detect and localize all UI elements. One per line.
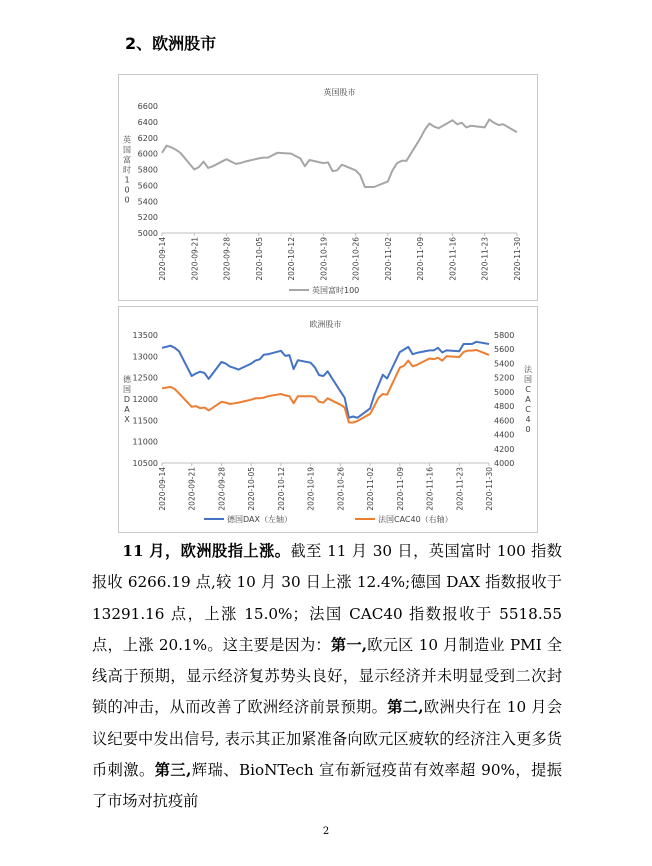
y-right-tick-label: 5600 — [494, 345, 515, 355]
y-tick-label: 11000 — [132, 437, 158, 447]
y-right-tick-label: 4800 — [494, 402, 515, 412]
y-axis-label-char: 国 — [123, 145, 131, 155]
y-right-tick-label: 4600 — [494, 416, 515, 426]
y-right-axis-label-char: C — [525, 385, 531, 394]
x-tick-label: 2020-09-28 — [217, 467, 227, 511]
ftse-chart — [118, 74, 538, 301]
y-tick-label: 11500 — [132, 416, 158, 426]
y-axis-label-char: 1 — [124, 175, 130, 185]
x-tick-label: 2020-11-09 — [416, 237, 426, 281]
ftse-chart-svg — [119, 75, 537, 300]
body-paragraph — [92, 536, 562, 818]
y-axis-label-char: 0 — [124, 195, 130, 205]
x-tick-label: 2020-11-23 — [455, 467, 465, 511]
x-tick-label: 2020-09-14 — [158, 237, 167, 281]
europe-chart — [118, 306, 538, 533]
x-tick-label: 2020-10-12 — [287, 237, 297, 281]
legend-label: 英国富时100 — [312, 286, 360, 295]
x-tick-label: 2020-09-21 — [187, 467, 197, 511]
series-line-1 — [162, 342, 489, 418]
y-axis-label-char: 富 — [123, 155, 131, 165]
x-tick-label: 2020-11-09 — [395, 467, 405, 511]
y-tick-label: 5600 — [137, 181, 158, 191]
y-tick-label: 5000 — [137, 229, 158, 238]
y-right-tick-label: 5400 — [494, 359, 515, 369]
y-tick-label: 6600 — [137, 102, 158, 111]
y-axis-label-char: 国 — [123, 385, 131, 394]
page-number: 2 — [322, 826, 330, 837]
x-tick-label: 2020-10-05 — [247, 467, 257, 511]
y-tick-label: 12000 — [132, 395, 158, 404]
y-right-axis-label-char: C — [525, 405, 531, 414]
paragraph-text-3: 欧洲央行在 10 月会议纪要中发出信号, 表示其正加紧准备向欧元区疲软的经济注入更多货币刺激。 — [92, 698, 563, 780]
y-right-axis-label-char: 4 — [525, 415, 531, 424]
y-tick-label: 12500 — [132, 373, 158, 383]
y-tick-label: 6400 — [137, 117, 158, 127]
series-line-1 — [162, 120, 517, 188]
y-right-tick-label: 5000 — [494, 387, 515, 397]
y-right-tick-label: 4000 — [494, 459, 515, 468]
chart-title: 欧洲股市 — [309, 320, 342, 329]
y-right-axis-label-char: 法 — [524, 365, 532, 374]
paragraph-bold-second: 第二, — [387, 698, 424, 717]
x-tick-label: 2020-11-30 — [513, 237, 522, 281]
x-tick-label: 2020-09-28 — [222, 237, 232, 281]
series-line-2 — [162, 350, 489, 423]
y-right-tick-label: 4400 — [494, 430, 515, 440]
paragraph-lead: 11 月，欧洲股指上涨。 — [122, 542, 291, 560]
y-axis-label-char: A — [124, 405, 130, 414]
x-tick-label: 2020-11-30 — [485, 467, 494, 511]
paragraph-bold-first: 第一, — [330, 635, 368, 654]
paragraph-text-4: 辉瑞、BioNTech 宣布新冠疫苗有效率超 90%，提振了市场对抗疫前 — [92, 761, 562, 811]
y-tick-label: 5400 — [137, 197, 158, 207]
y-axis-label-char: 时 — [123, 165, 131, 175]
legend-label: 法国CAC40（右轴） — [378, 515, 453, 524]
y-right-axis-label-char: A — [525, 395, 531, 404]
y-tick-label: 13000 — [132, 352, 158, 362]
x-tick-label: 2020-10-26 — [351, 236, 361, 281]
y-tick-label: 10500 — [132, 459, 158, 468]
x-tick-label: 2020-09-14 — [158, 467, 167, 511]
y-tick-label: 6000 — [137, 149, 158, 159]
x-tick-label: 2020-10-19 — [306, 467, 316, 511]
y-axis-label-char: 0 — [124, 185, 130, 195]
paragraph-bold-third: 第三, — [154, 761, 192, 780]
y-right-axis-label-char: 0 — [525, 425, 531, 434]
x-tick-label: 2020-11-23 — [480, 237, 490, 281]
x-tick-label: 2020-10-12 — [276, 467, 286, 511]
paragraph-text-2: 欧元区 10 月制造业 PMI 全线高于预期，显示经济复苏势头良好，显示经济并未明显受到二次封锁的冲击，从而改善了欧洲经济前景预期。 — [92, 635, 562, 717]
europe-chart-svg — [119, 307, 537, 532]
x-tick-label: 2020-11-16 — [425, 467, 435, 511]
y-right-axis-label-char: 国 — [524, 375, 532, 384]
y-right-tick-label: 4200 — [494, 444, 515, 454]
y-tick-label: 13500 — [132, 331, 158, 340]
x-tick-label: 2020-11-16 — [448, 237, 458, 281]
paragraph-text-1: 截至 11 月 30 日，英国富时 100 指数报收 6266.19 点,较 10 月 30 日上涨 12.4%;德国 DAX 指数报收于 13291.16 点，上涨 15.0%；法国 CAC40 指数报收于 5518.55 点，上涨 20.1%。这主要是因为： — [92, 542, 562, 654]
x-tick-label: 2020-11-02 — [383, 237, 393, 281]
x-tick-label: 2020-10-19 — [319, 237, 329, 281]
x-tick-label: 2020-09-21 — [190, 237, 200, 281]
y-axis-label-char: D — [123, 395, 131, 404]
y-axis-label-char: 英 — [123, 135, 131, 145]
x-tick-label: 2020-10-05 — [254, 237, 264, 281]
legend-label: 德国DAX（左轴） — [227, 515, 292, 524]
y-axis-label-char: 德 — [123, 375, 131, 384]
y-axis-label-char: X — [124, 415, 130, 424]
chart-title: 英国股市 — [323, 88, 356, 97]
y-tick-label: 5800 — [137, 165, 158, 175]
x-tick-label: 2020-10-26 — [336, 467, 346, 511]
section-title: 2、欧洲股市 — [125, 34, 217, 53]
y-tick-label: 6200 — [137, 133, 158, 143]
y-right-tick-label: 5800 — [494, 331, 515, 340]
x-tick-label: 2020-11-02 — [366, 467, 376, 511]
y-tick-label: 5200 — [137, 213, 158, 223]
y-right-tick-label: 5200 — [494, 373, 515, 383]
